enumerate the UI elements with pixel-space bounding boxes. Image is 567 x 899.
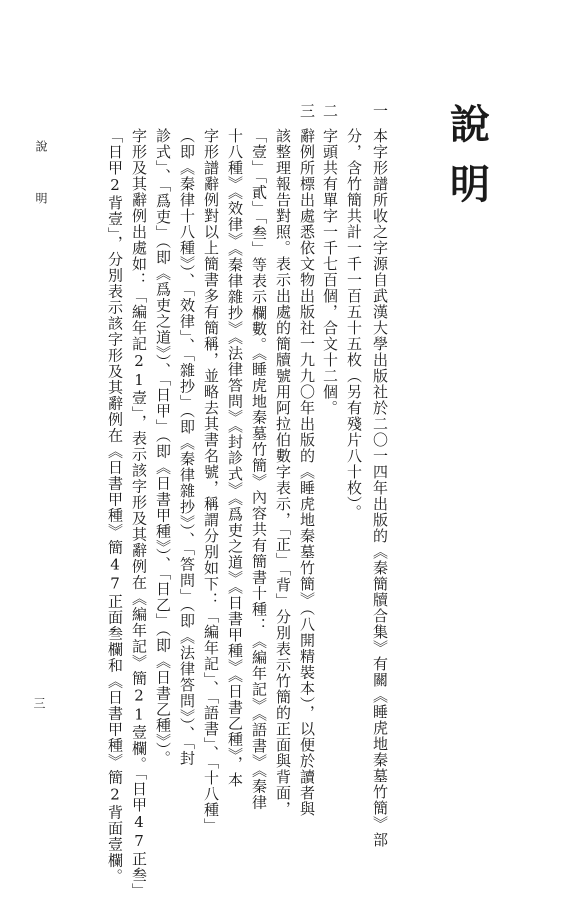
text-column-9: （即《秦律十八種》）、「效律」、「雜抄」（即《秦律雜抄》）、「答問」（即《法律答問》）、「封 <box>178 128 196 767</box>
text-column-7: 十八種》《效律》《秦律雜抄》《法律答問》《封診式》《爲吏之道》《日書甲種》《日書乙種》，本 <box>226 128 244 788</box>
text-column-12: 「日甲2背壹」，分別表示該字形及其辭例在《日書甲種》簡47正面叁欄和《日書甲種》簡2背面壹欄。 <box>106 128 124 885</box>
item-number-2: 二 <box>321 102 339 118</box>
text-column-1: 本字形譜所收之字源自武漢大學出版社於二〇一四年出版的《秦簡牘合集》有關《睡虎地秦墓竹簡》部 <box>371 128 389 848</box>
text-column-11: 字形及其辭例出處如：「編年記21壹」，表示該字形及其辭例在《編年記》簡21壹欄。「日甲47正叁」 <box>130 128 148 899</box>
title-char-2: 明 <box>450 161 490 208</box>
text-column-4: 辭例所標出處悉依文物出版社一九九〇年出版的《睡虎地秦墓竹簡》（八開精裝本），以便於讀者與 <box>298 128 316 817</box>
item-number-1: 一 <box>371 102 389 118</box>
title-char-1: 說 <box>450 101 490 148</box>
text-column-8: 字形譜辭例對以上簡書多有簡稱，並略去其書名號，稱謂分別如下：「編年記」、「語書」、「十八種」 <box>202 128 220 834</box>
text-column-10: 診式」、「爲吏」（即《爲吏之道》）、「日甲」（即《日書甲種》）、「日乙」（即《日書乙種》）。 <box>154 128 172 767</box>
text-column-5: 該整理報告對照。表示出處的簡牘號用阿拉伯數字表示，「正」「背」分別表示竹簡的正面與背面， <box>274 128 292 817</box>
text-column-2: 分，含竹簡共計一千一百五十五枚（另有殘片八十枚）。 <box>345 128 363 521</box>
item-number-3: 三 <box>298 102 316 118</box>
page-number: 三 <box>32 697 46 709</box>
text-column-6: 「壹」「貳」「叁」等表示欄數。《睡虎地秦墓竹簡》內容共有簡書十種：《編年記》《語書》《秦律 <box>250 128 268 811</box>
text-column-3: 字頭共有單字一千七百個，合文十二個。 <box>321 128 339 416</box>
running-head: 說 明 <box>34 140 48 218</box>
